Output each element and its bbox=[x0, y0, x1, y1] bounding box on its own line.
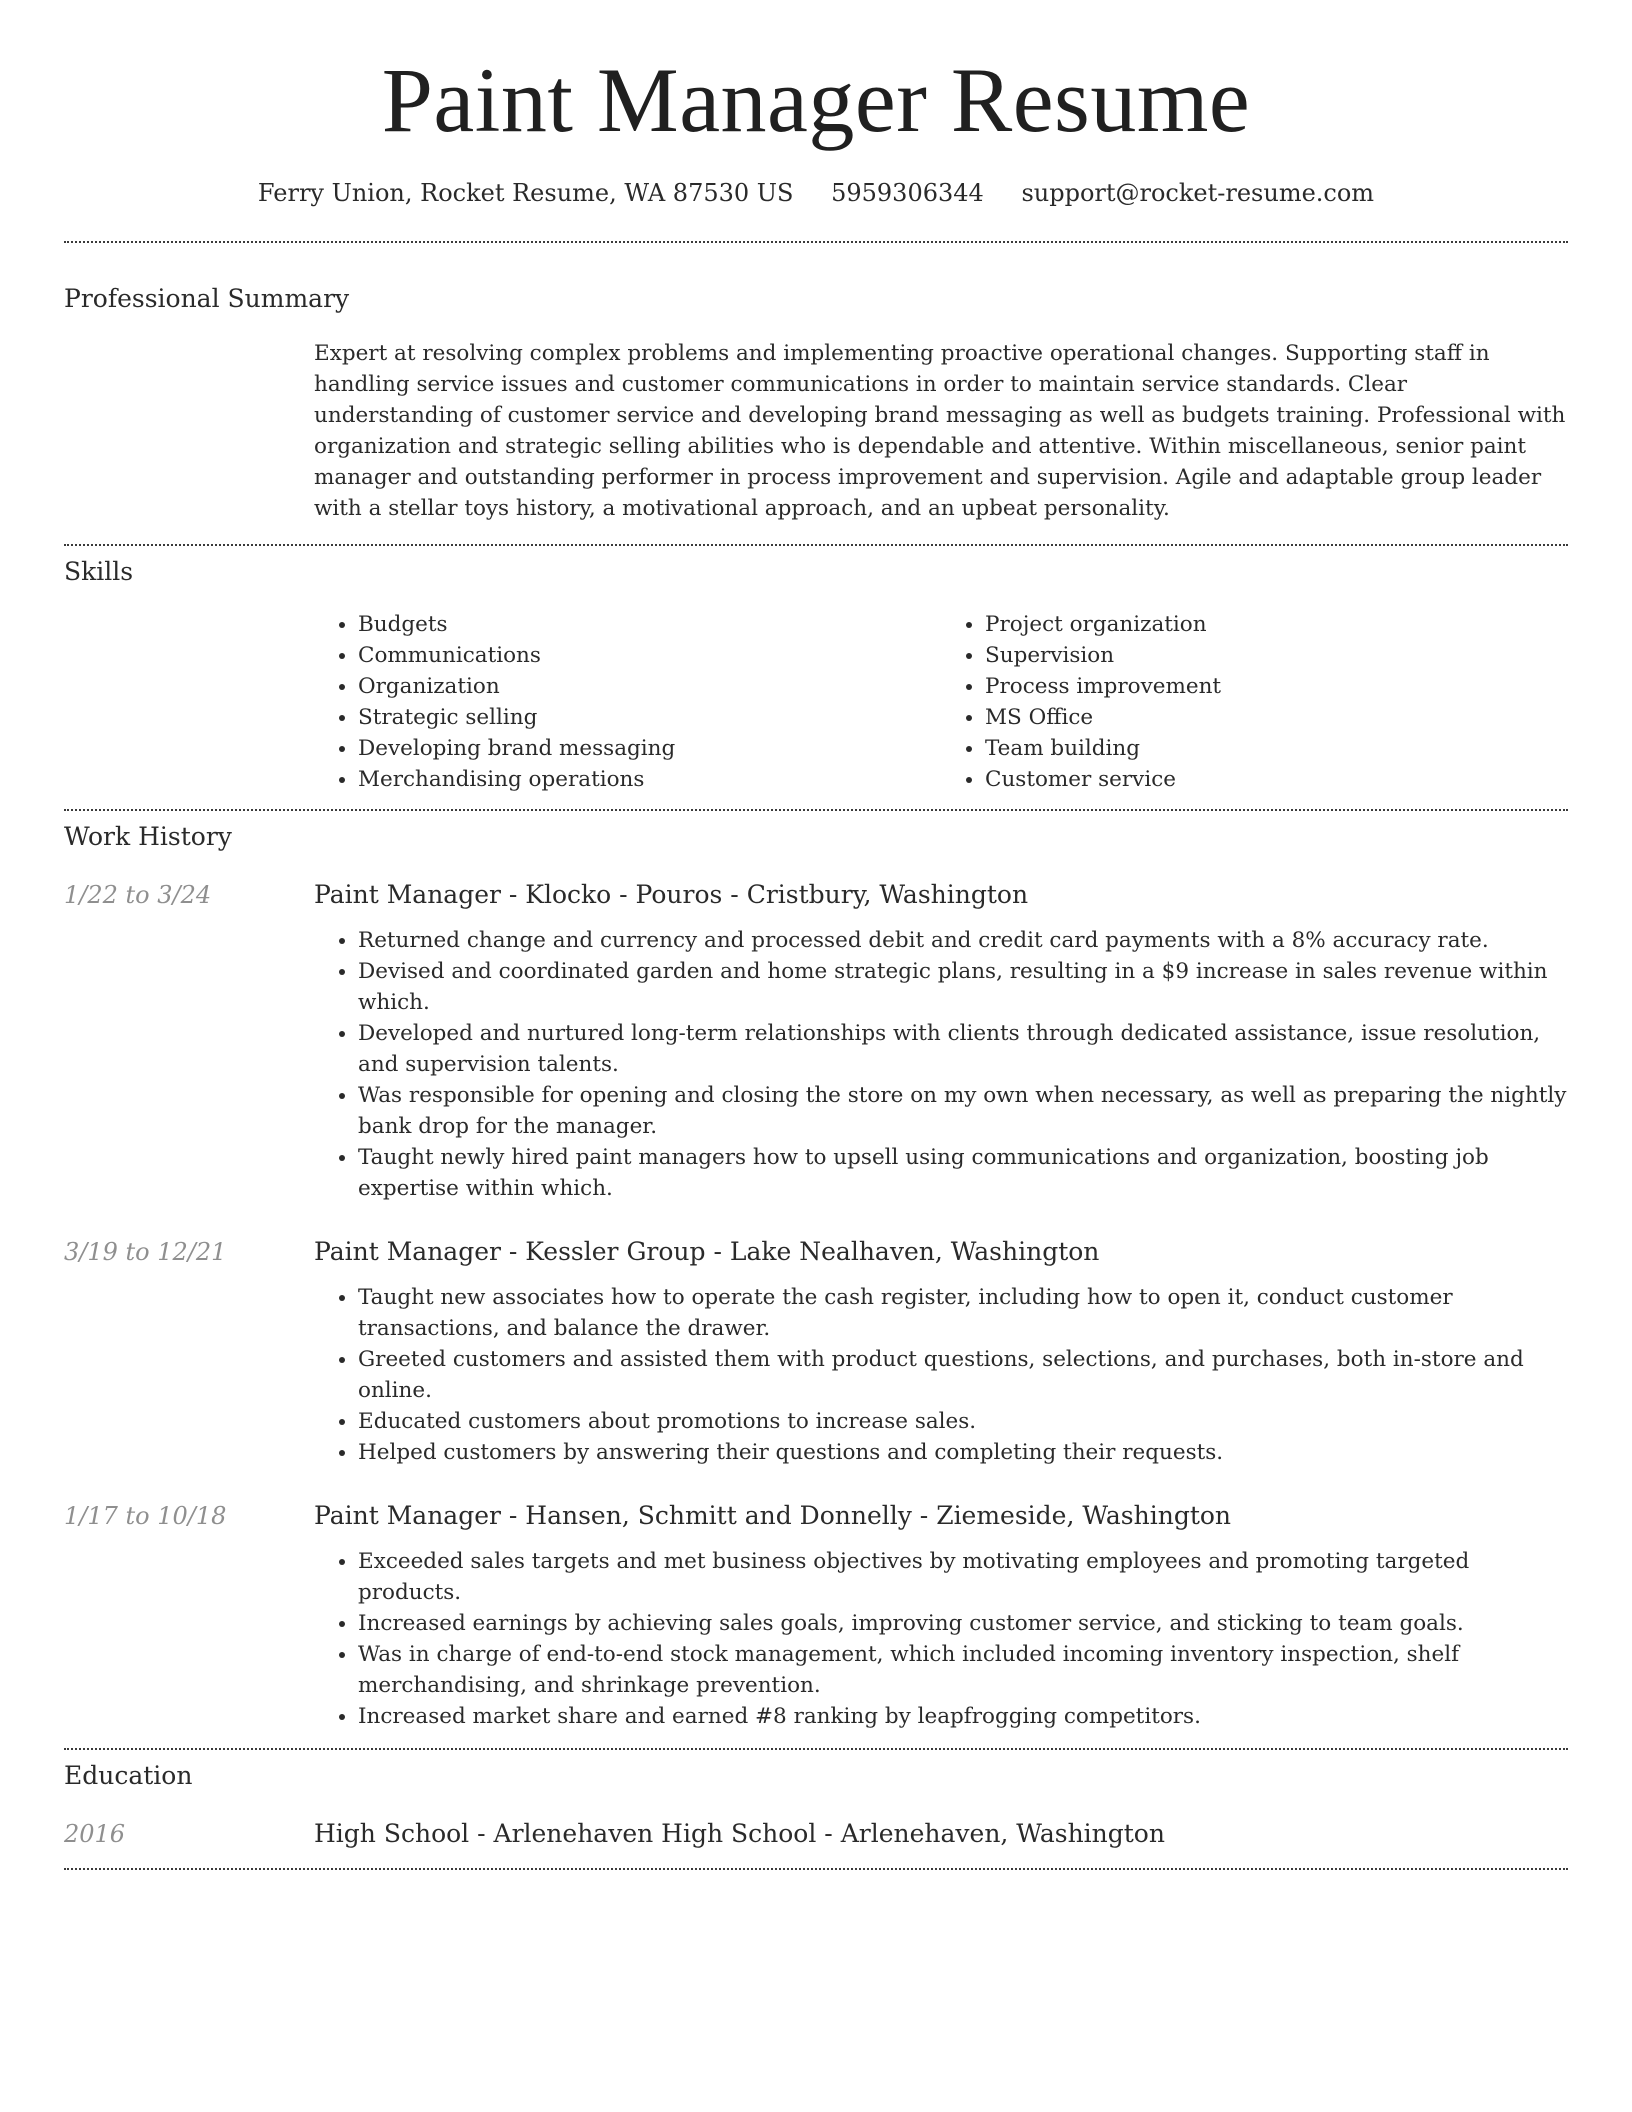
skill-item: • Communications bbox=[358, 640, 941, 671]
job-bullet: • Returned change and currency and processed debit and credit card payments with a 8% accuracy rate. bbox=[358, 925, 1568, 956]
contact-email: support@rocket-resume.com bbox=[1021, 179, 1375, 207]
skill-item: • Merchandising operations bbox=[358, 764, 941, 795]
job-bullet: • Educated customers about promotions to increase sales. bbox=[358, 1406, 1568, 1437]
job-bullet: • Taught newly hired paint managers how to upsell using communications and organization, boosting job expertise within which. bbox=[358, 1142, 1568, 1204]
job-title: Paint Manager - Klocko - Pouros - Cristbury, Washington bbox=[314, 880, 1029, 909]
contact-line bbox=[64, 178, 1568, 208]
skill-item: • Process improvement bbox=[985, 671, 1568, 702]
skill-item: • Team building bbox=[985, 733, 1568, 764]
job-bullets bbox=[314, 925, 1568, 1204]
contact-phone: 5959306344 bbox=[831, 179, 984, 207]
job-title: Paint Manager - Hansen, Schmitt and Donnelly - Ziemeside, Washington bbox=[314, 1501, 1232, 1530]
contact-address: Ferry Union, Rocket Resume, WA 87530 US bbox=[257, 179, 794, 207]
divider bbox=[64, 1868, 1568, 1870]
resume-page bbox=[64, 0, 1568, 1870]
job-bullet: • Devised and coordinated garden and home strategic plans, resulting in a $9 increase in sales revenue within which. bbox=[358, 956, 1568, 1018]
skills-list-left bbox=[314, 609, 941, 795]
skill-item: • Supervision bbox=[985, 640, 1568, 671]
skill-item: • Organization bbox=[358, 671, 941, 702]
divider bbox=[64, 809, 1568, 811]
job-bullets bbox=[314, 1546, 1568, 1732]
divider bbox=[64, 1748, 1568, 1750]
job-bullet: • Increased earnings by achieving sales goals, improving customer service, and sticking to team goals. bbox=[358, 1608, 1568, 1639]
work-section bbox=[64, 821, 1568, 1732]
job-bullet: • Greeted customers and assisted them with product questions, selections, and purchases, both in-store and online. bbox=[358, 1344, 1568, 1406]
resume-title: Paint Manager Resume bbox=[381, 49, 1251, 151]
job-entry bbox=[64, 1500, 1568, 1732]
skill-item: • Project organization bbox=[985, 609, 1568, 640]
skill-item: • Developing brand messaging bbox=[358, 733, 941, 764]
job-bullet: • Taught new associates how to operate the cash register, including how to open it, conduct customer transactions, and balance the drawer. bbox=[358, 1282, 1568, 1344]
job-entry bbox=[64, 1236, 1568, 1468]
job-entry bbox=[64, 879, 1568, 1204]
job-bullet: • Developed and nurtured long-term relationships with clients through dedicated assistance, issue resolution, and supervision talents. bbox=[358, 1018, 1568, 1080]
divider bbox=[64, 241, 1568, 243]
divider bbox=[64, 544, 1568, 546]
job-dates: 1/22 to 3/24 bbox=[64, 881, 212, 909]
skills-section bbox=[64, 556, 1568, 795]
job-bullet: • Was in charge of end-to-end stock management, which included incoming inventory inspection, shelf merchandising, and shrinkage prevention. bbox=[358, 1639, 1568, 1701]
summary-section bbox=[64, 283, 1568, 524]
summary-heading: Professional Summary bbox=[64, 284, 350, 313]
skill-item: • MS Office bbox=[985, 702, 1568, 733]
education-entry bbox=[64, 1818, 1568, 1850]
job-bullet: • Increased market share and earned #8 ranking by leapfrogging competitors. bbox=[358, 1701, 1568, 1732]
job-bullet: • Helped customers by answering their questions and completing their requests. bbox=[358, 1437, 1568, 1468]
job-bullet: • Exceeded sales targets and met business objectives by motivating employees and promoting targeted products. bbox=[358, 1546, 1568, 1608]
skills-heading: Skills bbox=[64, 557, 134, 586]
skill-item: • Customer service bbox=[985, 764, 1568, 795]
education-section bbox=[64, 1760, 1568, 1850]
work-heading: Work History bbox=[64, 822, 232, 851]
education-year: 2016 bbox=[64, 1820, 126, 1848]
job-bullet: • Was responsible for opening and closing the store on my own when necessary, as well as preparing the nightly bank drop for the manager. bbox=[358, 1080, 1568, 1142]
job-dates: 3/19 to 12/21 bbox=[64, 1238, 227, 1266]
job-title: Paint Manager - Kessler Group - Lake Nealhaven, Washington bbox=[314, 1237, 1100, 1266]
skills-list-right bbox=[941, 609, 1568, 795]
skill-item: • Budgets bbox=[358, 609, 941, 640]
skill-item: • Strategic selling bbox=[358, 702, 941, 733]
job-dates: 1/17 to 10/18 bbox=[64, 1502, 227, 1530]
skills-columns bbox=[314, 609, 1568, 795]
education-heading: Education bbox=[64, 1761, 193, 1790]
job-bullets bbox=[314, 1282, 1568, 1468]
education-title: High School - Arlenehaven High School - Arlenehaven, Washington bbox=[314, 1819, 1165, 1848]
summary-text: Expert at resolving complex problems and implementing proactive operational changes. Supporting staff in handling service issues and customer communications in order to maintain service standards. Clear understanding of customer service and developing brand messaging as well as budgets training. Professional with organization and strategic selling abilities who is dependable and attentive. Within miscellaneous, senior paint manager and outstanding performer in process improvement and supervision. Agile and adaptable group leader with a stellar toys history, a motivational approach, and an upbeat personality. bbox=[314, 341, 1566, 521]
